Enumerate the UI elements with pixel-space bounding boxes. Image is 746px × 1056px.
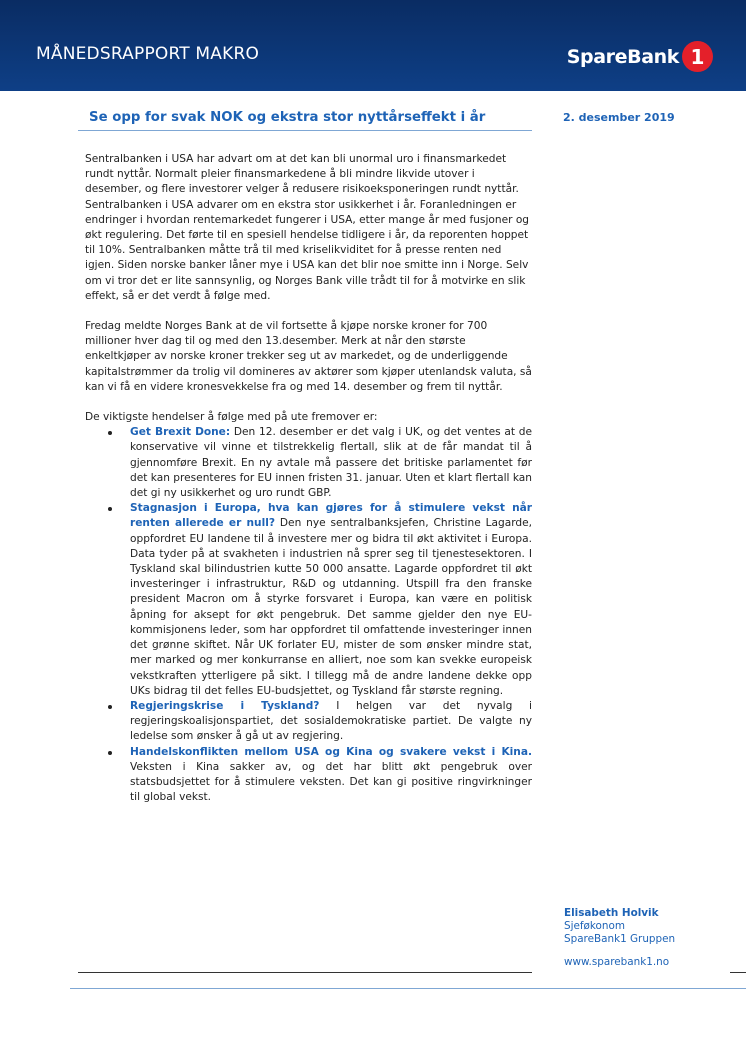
bullet-highlight: Handelskonflikten mellom USA og Kina og svakere vekst i Kina. [130,745,532,758]
report-title: MÅNEDSRAPPORT MAKRO [36,44,260,64]
website-link[interactable]: www.sparebank1.no [564,956,670,969]
headline-divider [78,130,532,131]
footer-divider [78,972,532,973]
brand-number-badge: 1 [682,41,713,72]
list-item [130,425,532,501]
footer-divider-right [730,972,746,973]
events-list [85,425,532,805]
bullet-text: I helgen var det nyvalg i regjeringskoalisjonspartiet, det sosialdemokratiske partiet. De valgte ny ledelse som ønsker å gå ut av regjering. [130,699,532,743]
brand-logo [567,41,713,72]
article-body [85,152,532,805]
paragraph: Sentralbanken i USA har advart om at det kan bli unormal uro i finansmarkedet rundt nyttår. Normalt pleier finansmarkedene å bli mindre likvide utover i desember, og flere investorer velger å redusere risikoeksponeringen rundt nyttår. Sentralbanken i USA advarer om en ekstra stor usikkerhet i år. Foranledningen er endringer i hvordan rentemarkedet fungerer i USA, etter mange år med fusjoner og økt regulering. Det førte til en spesiell hendelse tidligere i år, da reporenten hoppet til 10%. Sentralbanken måtte trå til med kriselikviditet for å presse renten ned igjen. Siden norske banker låner mye i USA kan det blir noe smitte inn i Norge. Selv om vi tror det er lite sannsynlig, og Norges Bank ville trådt til for å motvirke en slik effekt, så er det verdt å følge med. [85,153,530,302]
article-headline: Se opp for svak NOK og ekstra stor nyttårseffekt i år [89,110,486,125]
article-date: 2. desember 2019 [563,111,675,124]
author-block [564,907,675,969]
author-name: Elisabeth Holvik [564,907,659,919]
bullet-highlight: Stagnasjon i Europa, hva kan gjøres for å stimulere vekst når renten allerede er null? [130,502,532,530]
brand-name: SpareBank [566,45,679,68]
bullet-highlight: Regjeringskrise i Tyskland? [130,699,320,712]
bullet-text: Den 12. desember er det valg i UK, og det ventes at de konservative vil vinne et tilstrekkelig flertall, slik at de får mandat til å gjennomføre Brexit. En ny avtale må passere det britiske parlamentet før det kan presenteres for EU innen fristen 31. januar. Uten et klart flertall kan det gi ny usikkerhet og uro rundt GBP. [130,426,532,500]
list-intro: De viktigste hendelser å følge med på ute fremover er: [85,411,378,424]
author-role: Sjeføkonom [564,919,625,932]
bullet-text: Den nye sentralbanksjefen, Christine Lagarde, oppfordret EU landene til å investere mer og bidra til økt aktivitet i Europa. Data tyder på at svakheten i industrien nå sprer seg til tjenestesektoren. I Tyskland skal bilindustrien kutte 50 000 ansatte. Lagarde oppfordret til økt investeringer i infrastruktur, R&D og utdanning. Utspill fra den franske president Macron om å styrke forsvaret i Europa, kan være en politisk åpning for aksept for økt pengebruk. Det samme gjelder den nye EU-kommisjonens leder, som har oppfordret til omfattende investeringer innen det grønne skiftet. Når UK forlater EU, mister de som ønsker mindre stat, mer marked og mer konkurranse en alliert, noe som kan svekke europeisk vekstkraften ytterligere på sikt. I tillegg må de andre landene dekke opp UKs bidrag til det felles EU-budsjettet, og Tyskland får største regning. [130,517,532,697]
footer-divider-blue [70,988,746,989]
author-organization: SpareBank1 Gruppen [564,932,676,945]
list-item [130,501,532,699]
report-header [0,0,746,91]
list-item [130,745,532,806]
bullet-text: Veksten i Kina sakker av, og det har blitt økt pengebruk over statsbudsjettet for å stimulere veksten. Det kan gi positive ringvirkninger til global vekst. [130,760,532,804]
paragraph: Fredag meldte Norges Bank at de vil fortsette å kjøpe norske kroner for 700 millioner hver dag til og med den 13.desember. Merk at når den største enkeltkjøper av norske kroner trekker seg ut av markedet, og de underliggende kapitalstrømmer da trolig vil domineres av aktører som kjøper utenlandsk valuta, så kan vi få en videre kronesvekkelse fra og med 14. desember og frem til nyttår. [85,320,532,393]
bullet-highlight: Get Brexit Done: [130,426,231,439]
list-item [130,699,532,745]
